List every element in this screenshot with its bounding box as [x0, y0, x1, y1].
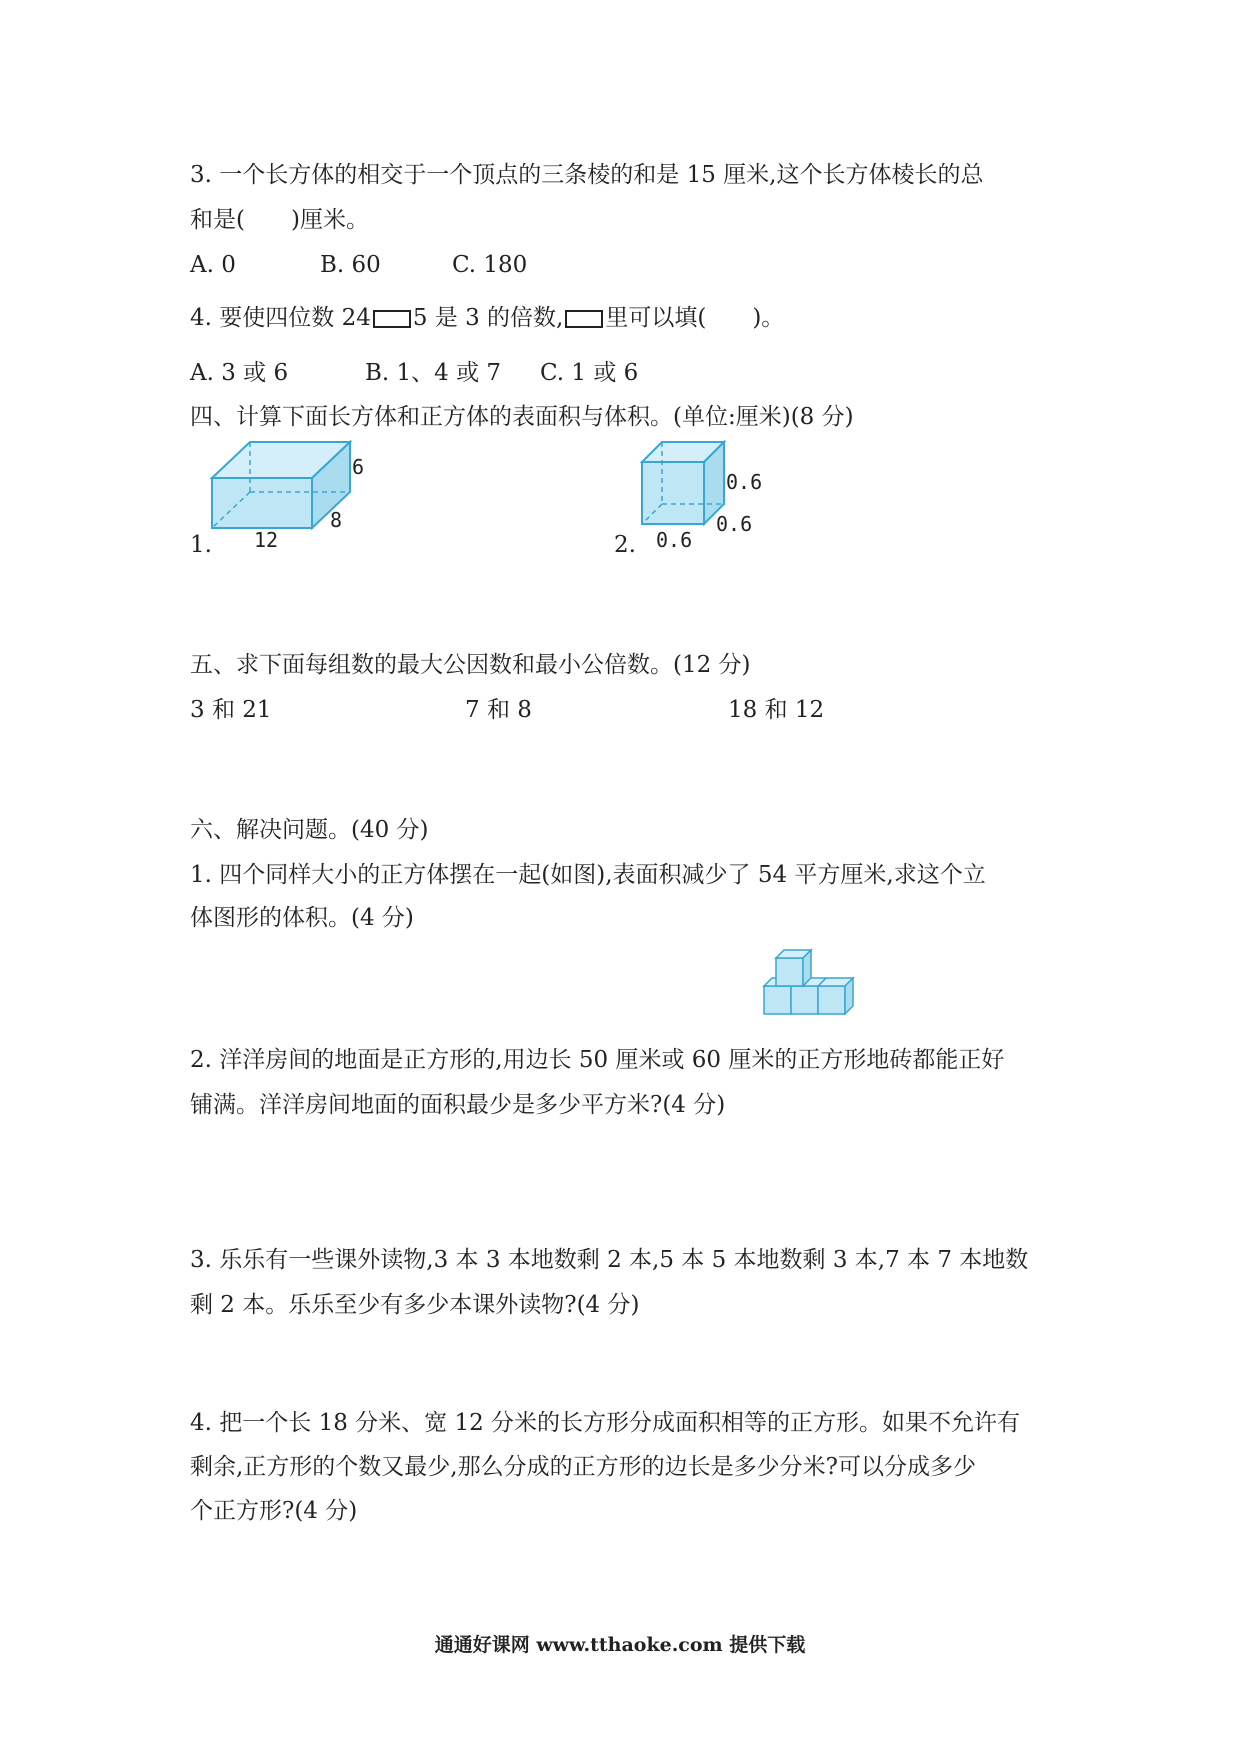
s6-q2-line2: 铺满。洋洋房间地面的面积最少是多少平方米?(4 分): [190, 1092, 726, 1118]
s6-q3-line1: 3. 乐乐有一些课外读物,3 本 3 本地数剩 2 本,5 本 5 本地数剩 3 本,7 本 7 本地数: [190, 1247, 1029, 1273]
s6-q4-line3: 个正方形?(4 分): [190, 1498, 358, 1524]
q4-blank-box: [373, 310, 411, 328]
section6-title: 六、解决问题。(40 分): [190, 817, 429, 843]
s6-q1-line2: 体图形的体积。(4 分): [190, 905, 414, 931]
section5-title: 五、求下面每组数的最大公因数和最小公倍数。(12 分): [190, 652, 751, 678]
q3-line2: 和是( )厘米。: [190, 207, 369, 233]
q4-blank-box-2: [565, 310, 603, 328]
pair-3: 18 和 12: [728, 697, 825, 723]
q3-option-b: B. 60: [320, 252, 381, 278]
s6-q1-line1: 1. 四个同样大小的正方体摆在一起(如图),表面积减少了 54 平方厘米,求这个立: [190, 862, 986, 888]
q4-text-b: 5 是 3 的倍数,: [412, 305, 564, 331]
q4-line: [190, 303, 784, 333]
cube-figure: [640, 440, 725, 530]
q3-line1: 3. 一个长方体的相交于一个顶点的三条棱的和是 15 厘米,这个长方体棱长的总: [190, 162, 984, 188]
fig1-index: 1.: [190, 532, 212, 558]
q4-text-a2: 4. 要使四位数 24: [190, 305, 371, 331]
fig1-length-label: 12: [254, 528, 279, 552]
q4-option-c: C. 1 或 6: [540, 360, 639, 386]
four-cubes-figure: [762, 948, 857, 1016]
fig2-side-label: 0.6: [716, 512, 753, 536]
fig1-height-label: 6: [352, 455, 365, 479]
s6-q3-line2: 剩 2 本。乐乐至少有多少本课外读物?(4 分): [190, 1292, 640, 1318]
q4-option-a: A. 3 或 6: [190, 360, 289, 386]
s6-q2-line1: 2. 洋洋房间的地面是正方形的,用边长 50 厘米或 60 厘米的正方形地砖都能正好: [190, 1047, 1005, 1073]
fig2-bottom-label: 0.6: [656, 528, 693, 552]
q3-option-c: C. 180: [452, 252, 528, 278]
fig1-width-label: 8: [330, 508, 343, 532]
pair-1: 3 和 21: [190, 697, 272, 723]
section4-title: 四、计算下面长方体和正方体的表面积与体积。(单位:厘米)(8 分): [190, 404, 854, 430]
q4-text-c: 里可以填( )。: [605, 305, 785, 331]
s6-q4-line1: 4. 把一个长 18 分米、宽 12 分米的长方形分成面积相等的正方形。如果不允许有: [190, 1410, 1021, 1436]
q4-option-b: B. 1、4 或 7: [365, 360, 502, 386]
footer-text: 通通好课网 www.tthaoke.com 提供下载: [434, 1634, 806, 1656]
pair-2: 7 和 8: [465, 697, 532, 723]
q3-option-a: A. 0: [190, 252, 236, 278]
fig2-height-label: 0.6: [726, 470, 763, 494]
s6-q4-line2: 剩余,正方形的个数又最少,那么分成的正方形的边长是多少分米?可以分成多少: [190, 1454, 976, 1480]
fig2-index: 2.: [614, 532, 636, 558]
